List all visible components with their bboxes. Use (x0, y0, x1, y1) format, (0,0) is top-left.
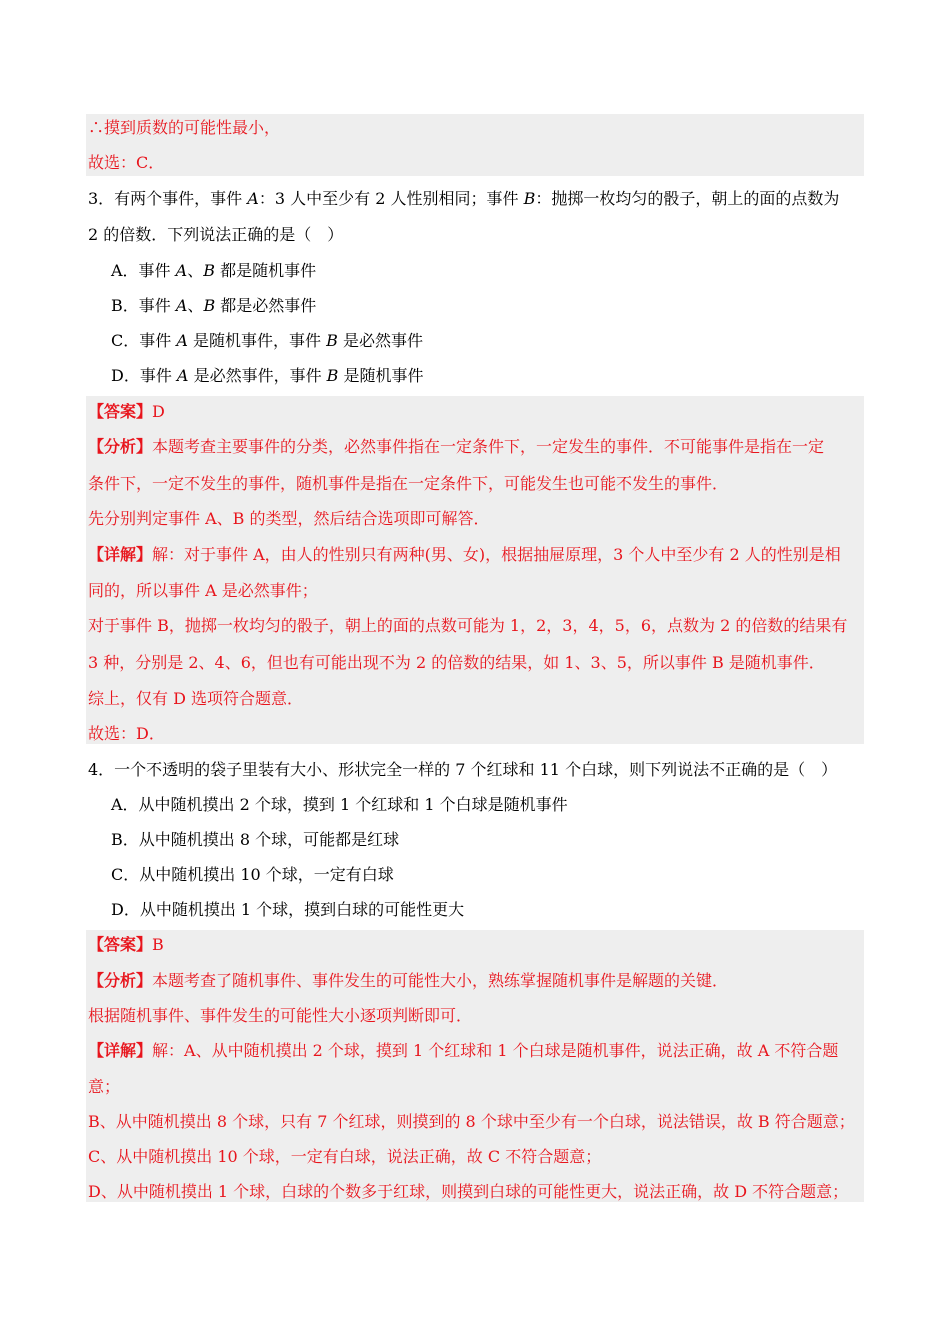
q4-detail-line3: B、从中随机摸出 8 个球，只有 7 个红球，则摸到的 8 个球中至少有一个白球，说法错误，故 B 符合题意； (88, 1112, 855, 1131)
q4-detail-line1: 【详解】解：A、从中随机摸出 2 个球，摸到 1 个红球和 1 个白球是随机事件，说法正确，故 A 不符合题 (88, 1041, 839, 1060)
q4-analysis-line2: 根据随机事件、事件发生的可能性大小逐项判断即可． (88, 1006, 473, 1025)
q3-option-d: D．事件 A 是必然事件，事件 B 是随机事件 (111, 366, 424, 385)
q3-option-b: B．事件 A、B 都是必然事件 (111, 296, 317, 315)
q3-stem-line1: 3．有两个事件，事件 A：3 人中至少有 2 人性别相同；事件 B：抛掷一枚均匀的骰子，朝上的面的点数为 (88, 189, 840, 208)
q4-option-a: A．从中随机摸出 2 个球，摸到 1 个红球和 1 个白球是随机事件 (111, 795, 568, 814)
q3-analysis-line3: 先分别判定事件 A、B 的类型，然后结合选项即可解答． (88, 509, 490, 528)
q3-option-c: C．事件 A 是随机事件，事件 B 是必然事件 (111, 331, 423, 350)
q3-answer: 【答案】D (88, 402, 165, 421)
q4-option-b: B．从中随机摸出 8 个球，可能都是红球 (111, 830, 400, 849)
q3-stem-line2: 2 的倍数．下列说法正确的是（ ） (88, 225, 344, 244)
q4-option-d: D．从中随机摸出 1 个球，摸到白球的可能性更大 (111, 900, 465, 919)
q3-analysis-line1: 【分析】本题考查主要事件的分类，必然事件指在一定条件下，一定发生的事件．不可能事件是指在一定 (88, 437, 825, 456)
q3-analysis-line2: 条件下，一定不发生的事件，随机事件是指在一定条件下，可能发生也可能不发生的事件． (88, 474, 729, 493)
q3-detail-line4: 3 种，分别是 2、4、6，但也有可能出现不为 2 的倍数的结果，如 1、3、5，所以事件 B 是随机事件． (88, 653, 825, 672)
q3-detail-line2: 同的，所以事件 A 是必然事件； (88, 581, 318, 600)
q3-detail-line6: 故选：D． (88, 724, 165, 743)
q4-answer: 【答案】B (88, 935, 164, 954)
prev-choice: 故选：C． (88, 153, 165, 172)
q4-detail-line2: 意； (88, 1077, 121, 1096)
q3-option-a: A．事件 A、B 都是随机事件 (111, 261, 317, 280)
q3-detail-line1: 【详解】解：对于事件 A，由人的性别只有两种(男、女)，根据抽屉原理，3 个人中至少有 2 人的性别是相 (88, 545, 841, 564)
q4-detail-line5: D、从中随机摸出 1 个球，白球的个数多于红球，则摸到白球的可能性更大，说法正确，故 D 不符合题意； (88, 1182, 849, 1201)
q4-detail-line4: C、从中随机摸出 10 个球，一定有白球，说法正确，故 C 不符合题意； (88, 1147, 602, 1166)
prev-conclusion: ∴摸到质数的可能性最小， (88, 118, 281, 137)
q3-detail-line3: 对于事件 B，抛掷一枚均匀的骰子，朝上的面的点数可能为 1，2，3，4，5，6，点数为 2 的倍数的结果有 (88, 616, 848, 635)
q4-analysis-line1: 【分析】本题考查了随机事件、事件发生的可能性大小，熟练掌握随机事件是解题的关键． (88, 971, 729, 990)
q3-detail-line5: 综上，仅有 D 选项符合题意． (88, 689, 304, 708)
q4-option-c: C．从中随机摸出 10 个球，一定有白球 (111, 865, 394, 884)
q4-stem: 4．一个不透明的袋子里装有大小、形状完全一样的 7 个红球和 11 个白球，则下列说法不正确的是（ ） (88, 760, 838, 779)
